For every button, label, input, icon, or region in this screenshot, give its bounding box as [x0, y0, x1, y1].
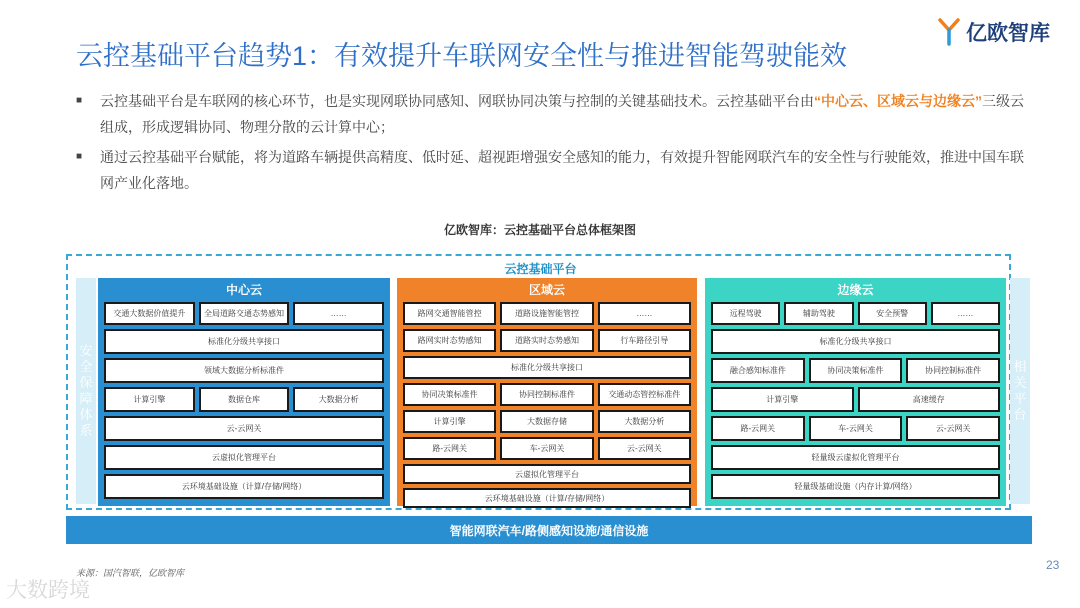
diagram-box: 高速缓存: [858, 387, 1001, 412]
diagram-title: 亿欧智库：云控基础平台总体框架图: [443, 223, 636, 237]
related-platform-bar: 相 关 平 台: [1010, 278, 1030, 504]
watermark: 大数跨境: [6, 579, 90, 602]
intro-bullets: [76, 88, 1036, 200]
page-number: 23: [1046, 558, 1060, 572]
diagram-box: ……: [931, 302, 1000, 325]
bullet-item: [76, 88, 1036, 140]
bullet-text: 云控基础平台是车联网的核心环节，也是实现网联协同感知、网联协同决策与控制的关键基础技术。云控基础平台由“中心云、区域云与边缘云”三级云组成，形成逻辑协同、物理分散的云计算中心；: [100, 93, 1024, 135]
diagram-box: 大数据分析: [293, 387, 384, 412]
column-title: 区域云: [528, 283, 565, 297]
diagram-box: 协同决策标准件: [809, 358, 903, 383]
diagram-box: 路网实时态势感知: [403, 329, 496, 352]
page-title: 云控基础平台趋势1：有效提升车联网安全性与推进智能驾驶能效: [76, 41, 848, 71]
diagram-box: 云-云网关: [104, 416, 384, 441]
diagram-box: 道路实时态势感知: [500, 329, 593, 352]
diagram-box: 大数据存储: [500, 410, 593, 433]
diagram-box: 云环境基础设施（计算/存储/网络）: [104, 474, 384, 499]
diagram-box: 行车路径引导: [598, 329, 691, 352]
diagram-box: ……: [598, 302, 691, 325]
diagram-box: 车-云网关: [809, 416, 903, 441]
diagram-box: 云虚拟化管理平台: [403, 464, 691, 484]
source-note: 来源：国汽智联，亿欧智库: [76, 568, 185, 578]
diagram-box: 计算引擎: [711, 387, 854, 412]
diagram-box: 路-云网关: [711, 416, 805, 441]
diagram-box: 数据仓库: [199, 387, 290, 412]
diagram-box: 云虚拟化管理平台: [104, 445, 384, 470]
diagram-box: 全局道路交通态势感知: [199, 302, 290, 325]
platform-label: 云控基础平台: [504, 262, 577, 276]
diagram-box: 融合感知标准件: [711, 358, 805, 383]
diagram-box: 车-云网关: [500, 437, 593, 460]
square-bullet-icon: ■: [76, 95, 83, 106]
diagram-box: 轻量级基础设施（内存计算/网络）: [711, 474, 1000, 499]
diagram-box: 云-云网关: [598, 437, 691, 460]
diagram-box: 路网交通智能管控: [403, 302, 496, 325]
diagram-box: 计算引擎: [403, 410, 496, 433]
logo-icon: [938, 18, 960, 46]
diagram-box: 辅助驾驶: [784, 302, 853, 325]
diagram-box: 道路设施智能管控: [500, 302, 593, 325]
diagram-box: 协同决策标准件: [403, 383, 496, 406]
diagram-box: 计算引擎: [104, 387, 195, 412]
diagram-box: 云环境基础设施（计算/存储/网络）: [403, 488, 691, 508]
regional-cloud-column: [397, 278, 697, 506]
diagram-box: 云-云网关: [906, 416, 1000, 441]
highlight-text: “中心云、区域云与边缘云”: [814, 93, 982, 109]
diagram-box: ……: [293, 302, 384, 325]
logo-text: 亿欧智库: [966, 22, 1050, 45]
security-system-bar: 安 全 保 障 体 系: [76, 278, 96, 504]
square-bullet-icon: ■: [76, 151, 83, 162]
diagram-box: 轻量级云虚拟化管理平台: [711, 445, 1000, 470]
diagram-box: 路-云网关: [403, 437, 496, 460]
diagram-box: 标准化分级共享接口: [711, 329, 1000, 354]
diagram-box: 标准化分级共享接口: [104, 329, 384, 354]
edge-cloud-column: [705, 278, 1006, 506]
diagram-box: 协同控制标准件: [906, 358, 1000, 383]
diagram-box: 协同控制标准件: [500, 383, 593, 406]
diagram-box: 交通大数据价值提升: [104, 302, 195, 325]
bullet-text: 通过云控基础平台赋能，将为道路车辆提供高精度、低时延、超视距增强安全感知的能力，有效提升智能网联汽车的安全性与行驶能效，推进中国车联网产业化落地。: [100, 149, 1024, 191]
infrastructure-bar: 智能网联汽车/路侧感知设施/通信设施: [66, 516, 1032, 544]
diagram-box: 标准化分级共享接口: [403, 356, 691, 379]
central-cloud-column: [98, 278, 390, 506]
diagram-box: 大数据分析: [598, 410, 691, 433]
diagram-box: 交通动态管控标准件: [598, 383, 691, 406]
diagram-box: 领域大数据分析标准件: [104, 358, 384, 383]
column-title: 中心云: [225, 283, 262, 297]
diagram-box: 远程驾驶: [711, 302, 780, 325]
diagram-box: 安全预警: [858, 302, 927, 325]
brand-logo: [938, 16, 1068, 48]
column-title: 边缘云: [837, 283, 874, 297]
bullet-item: [76, 144, 1036, 196]
